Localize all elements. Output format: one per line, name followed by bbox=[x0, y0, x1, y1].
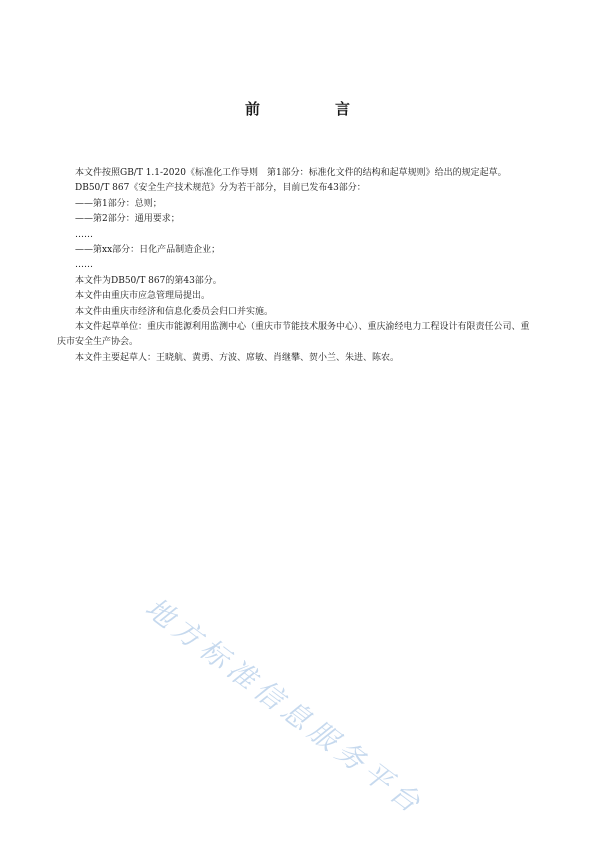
paragraph-administrator: 本文件由重庆市经济和信息化委员会归口并实施。 bbox=[75, 306, 274, 317]
list-item-part-xx: ——第xx部分：日化产品制造企业； bbox=[75, 245, 221, 256]
list-item-part-1: ——第1部分：总则； bbox=[75, 198, 162, 209]
list-ellipsis-2: …… bbox=[75, 260, 93, 271]
paragraph-drafting-units: 本文件起草单位：重庆市能源利用监测中心（重庆市节能技术服务中心）、重庆渝经电力工程设计有限责任公司、重庆市安全生产协会。 bbox=[57, 322, 530, 348]
document-body bbox=[57, 166, 537, 366]
paragraph-drafters: 本文件主要起草人：王晓航、黄勇、方波、席敏、肖继攀、贺小兰、朱进、陈农。 bbox=[75, 352, 400, 363]
paragraph-standard-parts: DB50/T 867《安全生产技术规范》分为若干部分，目前已发布43部分： bbox=[75, 183, 366, 194]
paragraph-drafting-basis: 本文件按照GB/T 1.1-2020《标准化工作导则 第1部分：标准化文件的结构和起草规则》给出的规定起草。 bbox=[75, 168, 507, 178]
list-item-part-2: ——第2部分：通用要求； bbox=[75, 214, 180, 225]
watermark: 地方标准信息服务平台 bbox=[139, 591, 431, 823]
page-title: 前 言 bbox=[244, 100, 380, 118]
paragraph-part-number: 本文件为DB50/T 867的第43部分。 bbox=[75, 275, 222, 286]
list-ellipsis-1: …… bbox=[75, 229, 93, 240]
paragraph-proposer: 本文件由重庆市应急管理局提出。 bbox=[75, 291, 211, 302]
